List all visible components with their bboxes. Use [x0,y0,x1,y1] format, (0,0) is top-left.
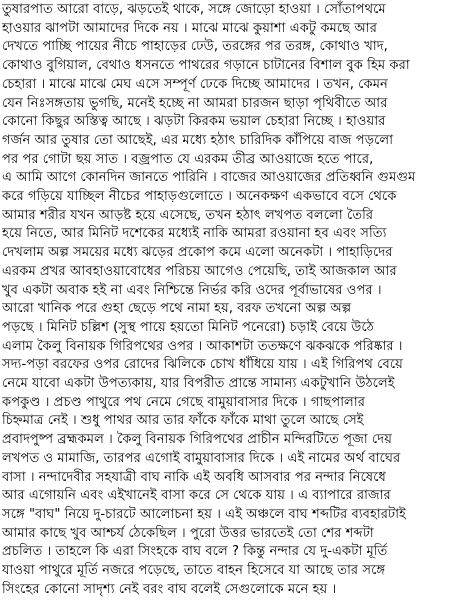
text-line: দেখলাম অল্প সময়ের মধ্যে ঝড়ের প্রকোপ কমে এলো অনেকটা । পাহাড়িদের [2,245,393,261]
text-line: গর্জন আর তুষার তো আছেই, এর মধ্যে হঠাৎ চারিদিক কাঁপিয়ে বাজ পড়লো [2,132,394,148]
text-line: কোথাও বুগিয়াল, বেথাও ধসনতে পাথরের গড়ানে চাটানের বিশাল বুক হিম করা [2,58,410,74]
text-line: সদ্য-পড়া বরফের ওপর রোদের ঝিলিকে চোখ ধাঁধিয়ে যায় । এই গিরিপথ বেয়ে [2,357,403,373]
text-line: যেন নিঃসঙ্গতায় ভুগছি, মনেই হচ্ছে না আমরা চারজন ছাড়া পৃথিবীতে আর [2,95,388,111]
text-line: প্রবাদপুষ্প ব্রহ্মকমল । কৈলু বিনায়ক গিরিপথের প্রাচীন মন্দিরটিতে পূজা দেয় [2,432,392,448]
text-line: নেমে যাবো একটা উপত্যকায়, যার বিপরীত প্রান্তে সামান্য একটুখানি উঠলেই [2,376,395,391]
text-line: সঙ্গে "বাঘ" নিয়ে দু-চারটে আলোচনা হয় । এই অঞ্চলে বাঘ শব্দটির ব্যবহারটাই [2,506,406,522]
text-line: চেহারা । মাঝে মাঝে মেঘ এসে সম্পূর্ণ ঢেকে দিচ্ছে আমাদের । তখন, কেমন [2,76,388,92]
text-line: আর এগোয়নি এবং এইখানেই বাসা করে সে থেকে যায় । এ ব্যাপারে রাজার [2,488,391,504]
text-line: লখপত ও মামাজি, তারপর এগোই বামুয়াবাসার দিকে । এই নামের অর্থ বাঘের [2,450,401,466]
text-line: যাওয়া পাথুরে মূর্তি নজরে পড়েছে, তাতে বাহন হিসেবে যা আছে তার সঙ্গে [2,563,386,578]
text-line: এরকম প্রখর আবহাওয়াবোধের পরিচয় আগেও পেয়েছি, তাই আজকাল আর [2,263,397,279]
text-line: আরো খানিক পরে গুহা ছেড়ে পথে নামা হয়, বরফ তখনো অল্প অল্প [2,301,352,317]
text-line: বাসা । নন্দাদেবীর সহযাত্রী বাঘ নাকি এই অবধি আসবার পর নন্দার নিষেধে [2,469,386,485]
text-line: হয়ে নিতে, আর মিনিট দশেকের মধ্যেই নাকি আমরা রওয়ানা হব এবং সত্যি [2,226,387,242]
text-line: সিংহের কোনো সাদৃশ্য নেই বরং বাঘ বলেই সেগুলোকে মনে হয় । [2,581,337,597]
text-line: দেখতে পাচ্ছি পায়ের নীচে পাহাড়ের ঢেউ, তরঙ্গের পর তরঙ্গ, কোথাও খাদ, [2,39,388,55]
text-line: কোনো কিছুর অস্তিত্ব আছে । ঝড়টা কিরকম ভয়াল চেহারা নিচ্ছে । হাওয়ার [2,114,386,130]
text-line: খুব একটা অবাক হই না এবং নিশ্চিন্তে নির্ভর করি ওদের পূর্বাভাষের ওপর । [2,282,382,298]
text-line: পর পর গোটা ছয় সাত । বজ্রপাত যে এরকম তীব্র আওয়াজে হতে পারে, [2,151,374,167]
text-line: চিহ্নমাত্র নেই । শুধু পাথর আর তার ফাঁকে ফাঁকে মাথা তুলে আছে সেই [2,413,364,429]
text-line: এ আমি আগে কোনদিন জানতে পারিনি । বাজের আওয়াজের প্রতিধ্বনি গুমগুম [2,170,416,186]
text-line: হাওয়ার ঝাপটা আমাদের দিকে নয় । মাঝে মাঝে কুয়াশা একটু কমছে আর [2,20,377,36]
text-line: আমার শরীর যখন আড়ষ্ট হয়ে এসেছে, তখন হঠাৎ লখপত বললো তৈরি [2,207,374,223]
text-line: করে গড়িয়ে যাচ্ছিল নীচের পাহাড়গুলোতে । অনেকক্ষণ একভাবে বসে থেকে [2,189,397,204]
text-line: তুষারপাত আরো বাড়ে, ঝড়তেই থাকে, সঙ্গে জোড়ো হাওয়া । সোঁতাপথমে [2,2,386,17]
text-line: কপকুণ্ড । প্রচণ্ড পাথুরে পথ নেমে গেছে বামুয়াবাসার দিকে । গাছপালার [2,394,365,410]
text-line: পড়ছে । মিনিট চল্লিশ (সুস্থ পায়ে হয়তো মিনিট পনেরো) চড়াই বেয়ে উঠে [2,319,374,335]
text-line: প্রচলিত । তাহলে কি এরা সিংহকে বাঘ বলে ? কিন্তু নন্দার যে দু-একটা মূর্তি [2,544,388,560]
text-line: আমার কাছে খুব আশ্চর্য ঠেকেছিল । পুরো উত্তর ভারতেই তো শের শব্দটা [2,525,374,541]
text-line: এলাম কৈলু বিনায়ক গিরিপথের ওপর । আকাশটা ততক্ষণে ঝকঝকে পরিষ্কার । [2,338,403,354]
